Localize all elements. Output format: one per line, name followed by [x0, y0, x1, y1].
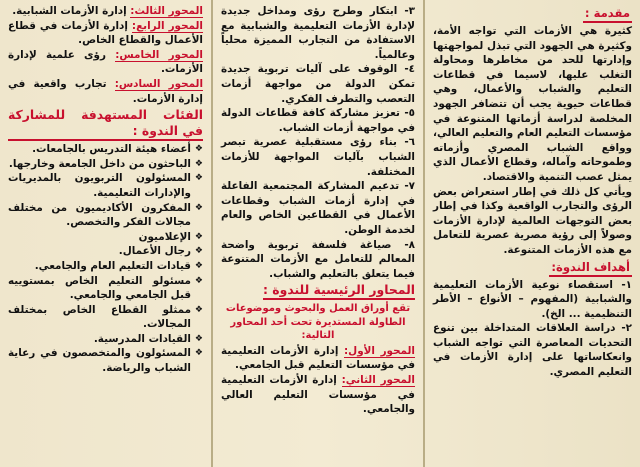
- goal-item-3: ٣- ابتكار وطرح رؤى ومداخل جديدة لإدارة الأزمات التعليمية والشبابية مع الاستفادة من التجارب المميزة محلياً وعالمياً.: [221, 5, 415, 61]
- list-item: ❖ المسئولون التربويون بالمديريات والإدارات التعليمية.: [8, 171, 203, 200]
- goal-item-4: ٤- الوقوف على آليات تربوية جديدة تمكن الدولة من مواجهة أزمات التعصب والتطرف الفكري.: [221, 63, 415, 105]
- axis-1: [221, 344, 415, 373]
- axis-5: [8, 48, 203, 77]
- right-column: [423, 0, 640, 467]
- list-item: ❖ رجال الأعمال.: [8, 244, 203, 259]
- axis-1-label: المحور الأول:: [344, 344, 415, 357]
- intro-paragraph-2: ويأتي كل ذلك في إطار استعراض بعض الرؤى والتجارب الواقعية وكذا في إطار بعض التوجهات العالمية لإدارة الأزمات وصولاً إلى رؤية مصرية عصرية للتعامل مع هذه الأزمات المتنوعة.: [433, 185, 632, 256]
- axis-4: [8, 19, 203, 48]
- axis-3-label: المحور الثالث:: [130, 5, 203, 17]
- list-item: ❖ أعضاء هيئة التدريس بالجامعات.: [8, 142, 203, 157]
- goal-item-5: ٥- تعزيز مشاركة كافة قطاعات الدولة في مواجهة أزمات الشباب.: [221, 107, 415, 134]
- goal-item-8: ٨- صياغة فلسفة تربوية واضحة المعالم للتعامل مع الأزمات المتنوعة فيما يتعلق بالتعليم والشباب.: [221, 238, 415, 280]
- axis-6-label: المحور السادس:: [114, 77, 204, 90]
- axis-5-label: المحور الخامس:: [115, 48, 203, 61]
- list-item: ❖ المفكرون الأكاديميون من مختلف مجالات الفكر والتخصص.: [8, 201, 203, 230]
- list-item: ❖ قيادات التعليم العام والجامعي.: [8, 259, 203, 274]
- axis-3: [8, 4, 203, 19]
- axis-4-text: إدارة الأزمات في قطاع الأعمال والقطاع الخاص.: [8, 19, 203, 47]
- list-item: ❖ مسئولو التعليم الخاص بمستوييه قبل الجامعي والجامعي.: [8, 274, 203, 303]
- middle-column: [211, 0, 423, 467]
- goal-item-6: ٦- بناء رؤى مستقبلية عصرية تبصر الشباب بآليات المواجهة للأزمات المختلفة.: [221, 136, 415, 178]
- list-item: ❖ الإعلاميون: [8, 230, 203, 245]
- axis-1-text: إدارة الأزمات التعليمية في مؤسسات التعليم قبل الجامعي.: [221, 344, 415, 372]
- axis-6-text: تجارب واقعية في إدارة الأزمات.: [8, 77, 203, 105]
- goal-item-2: ٢- دراسة العلاقات المتداخلة بين تنوع التحديات المعاصرة التي تواجه الشباب وانعكاساتها على إدارة الأزمات في التعليم المصري.: [433, 322, 632, 379]
- axis-4-label: المحور الرابع:: [131, 19, 203, 32]
- goals-heading: أهداف الندوة:: [549, 260, 632, 277]
- list-item: ❖ القيادات المدرسية.: [8, 332, 203, 347]
- axis-2: [221, 373, 415, 417]
- goal-item-7: ٧- تدعيم المشاركة المجتمعية الفاعلة في إدارة أزمات الشباب وقطاعات الأعمال في القطاعين الخاص والعام لخدمة الوطن.: [221, 180, 415, 236]
- intro-heading: مقدمة :: [583, 6, 632, 23]
- axes-subtitle: تقع أوراق العمل والبحوث وموضوعات الطاولة المستديرة تحت أحد المحاور التالية:: [225, 303, 411, 342]
- left-column: [0, 0, 211, 467]
- axis-2-text: إدارة الأزمات التعليمية في مؤسسات التعليم العالي والجامعي.: [221, 373, 415, 416]
- axis-3-text: إدارة الأزمات الشبابية.: [12, 5, 131, 17]
- axis-5-text: رؤى علمية لإدارة الأزمات.: [8, 48, 203, 76]
- axis-2-label: المحور الثاني:: [341, 373, 415, 386]
- list-item: ❖ المسئولون والمتخصصون في رعاية الشباب والرياضة.: [8, 346, 203, 375]
- list-item: ❖ ممثلو القطاع الخاص بمختلف المجالات.: [8, 303, 203, 332]
- target-groups-list: [8, 142, 203, 376]
- list-item: ❖ الباحثون من داخل الجامعة وخارجها.: [8, 157, 203, 172]
- axis-6: [8, 77, 203, 106]
- intro-paragraph-1: كثيرة هي الأزمات التي تواجه الأمة، وكثيرة هي الجهود التي تبذل لمواجهتها وإدارتها للحد من مخاطرها ومحاولة التغلب عليها، لاسيما في قطاعات التعليم والشباب والأعمال، وهي قطاعات حيوية يجب أن تتضافر الجهود المخلصة لدراسة أزماتها المتنوعة في مؤسسات التعليم العام والتعليم العالي، وواقع الشباب المصري وأزماته وطموحاته وآماله، وقطاع الأعمال الذي يمثل عصب التنمية والاقتصاد.: [433, 25, 632, 183]
- axes-heading: المحاور الرئيسية للندوة :: [263, 282, 415, 300]
- target-groups-heading: الفئات المستهدفة للمشاركة في الندوة :: [8, 107, 203, 141]
- goal-item-1: ١- استقصاء نوعية الأزمات التعليمية والشبابية (المفهوم – الأنواع – الأطر التنظيمية ... الخ).: [433, 278, 632, 320]
